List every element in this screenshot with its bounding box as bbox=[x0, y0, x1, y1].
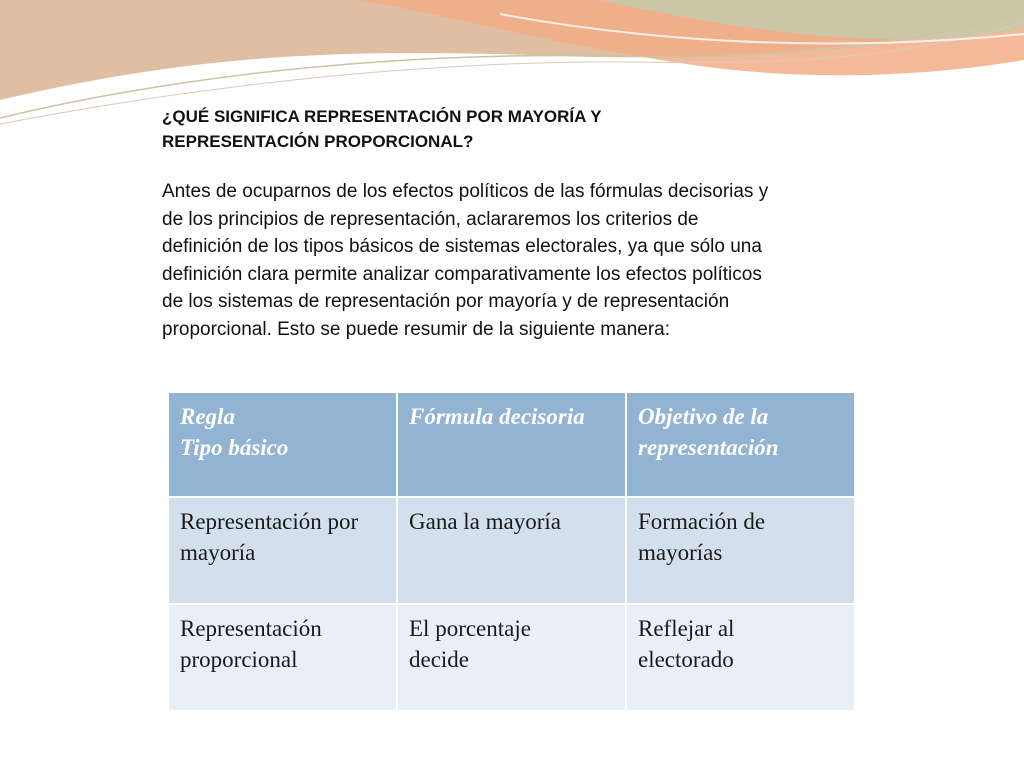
header-text: representación bbox=[638, 435, 779, 460]
cell-text: electorado bbox=[638, 647, 734, 672]
cell-text: decide bbox=[409, 647, 470, 672]
intro-paragraph bbox=[162, 178, 922, 344]
cell-text: Gana la mayoría bbox=[409, 509, 561, 534]
table-cell bbox=[397, 604, 626, 711]
electoral-systems-table bbox=[167, 391, 856, 712]
table-cell bbox=[626, 604, 855, 711]
cell-text: Reflejar al bbox=[638, 616, 735, 641]
paragraph-line: definición de los tipos básicos de sistemas electorales, ya que sólo una bbox=[162, 236, 762, 258]
table-cell bbox=[626, 497, 855, 604]
header-text: Regla bbox=[180, 404, 235, 429]
cell-text: proporcional bbox=[180, 647, 298, 672]
cell-text: mayorías bbox=[638, 540, 723, 565]
table-cell bbox=[168, 497, 397, 604]
header-text: Tipo básico bbox=[180, 435, 289, 460]
heading-line: REPRESENTACIÓN PROPORCIONAL? bbox=[162, 132, 474, 151]
table-cell bbox=[397, 497, 626, 604]
paragraph-line: proporcional. Esto se puede resumir de la siguiente manera: bbox=[162, 318, 671, 340]
header-text: Fórmula decisoria bbox=[409, 404, 585, 429]
paragraph-line: de los principios de representación, aclararemos los criterios de bbox=[162, 208, 699, 230]
cell-text: mayoría bbox=[180, 540, 256, 565]
table-cell bbox=[168, 604, 397, 711]
table-row bbox=[168, 604, 855, 711]
cell-text: Formación de bbox=[638, 509, 766, 534]
paragraph-line: definición clara permite analizar comparativamente los efectos políticos bbox=[162, 263, 762, 285]
header-cell-objetivo bbox=[626, 392, 855, 497]
header-cell-regla bbox=[168, 392, 397, 497]
table-row bbox=[168, 497, 855, 604]
cell-text: El porcentaje bbox=[409, 616, 531, 641]
heading-line: ¿QUÉ SIGNIFICA REPRESENTACIÓN POR MAYORÍA Y bbox=[162, 107, 602, 126]
cell-text: Representación por bbox=[180, 509, 359, 534]
slide-heading bbox=[162, 104, 902, 154]
cell-text: Representación bbox=[180, 616, 322, 641]
paragraph-line: Antes de ocuparnos de los efectos políticos de las fórmulas decisorias y bbox=[162, 181, 769, 202]
header-cell-formula bbox=[397, 392, 626, 497]
paragraph-line: de los sistemas de representación por mayoría y de representación bbox=[162, 291, 730, 313]
header-text: Objetivo de la bbox=[638, 404, 769, 429]
table-header-row bbox=[168, 392, 855, 497]
